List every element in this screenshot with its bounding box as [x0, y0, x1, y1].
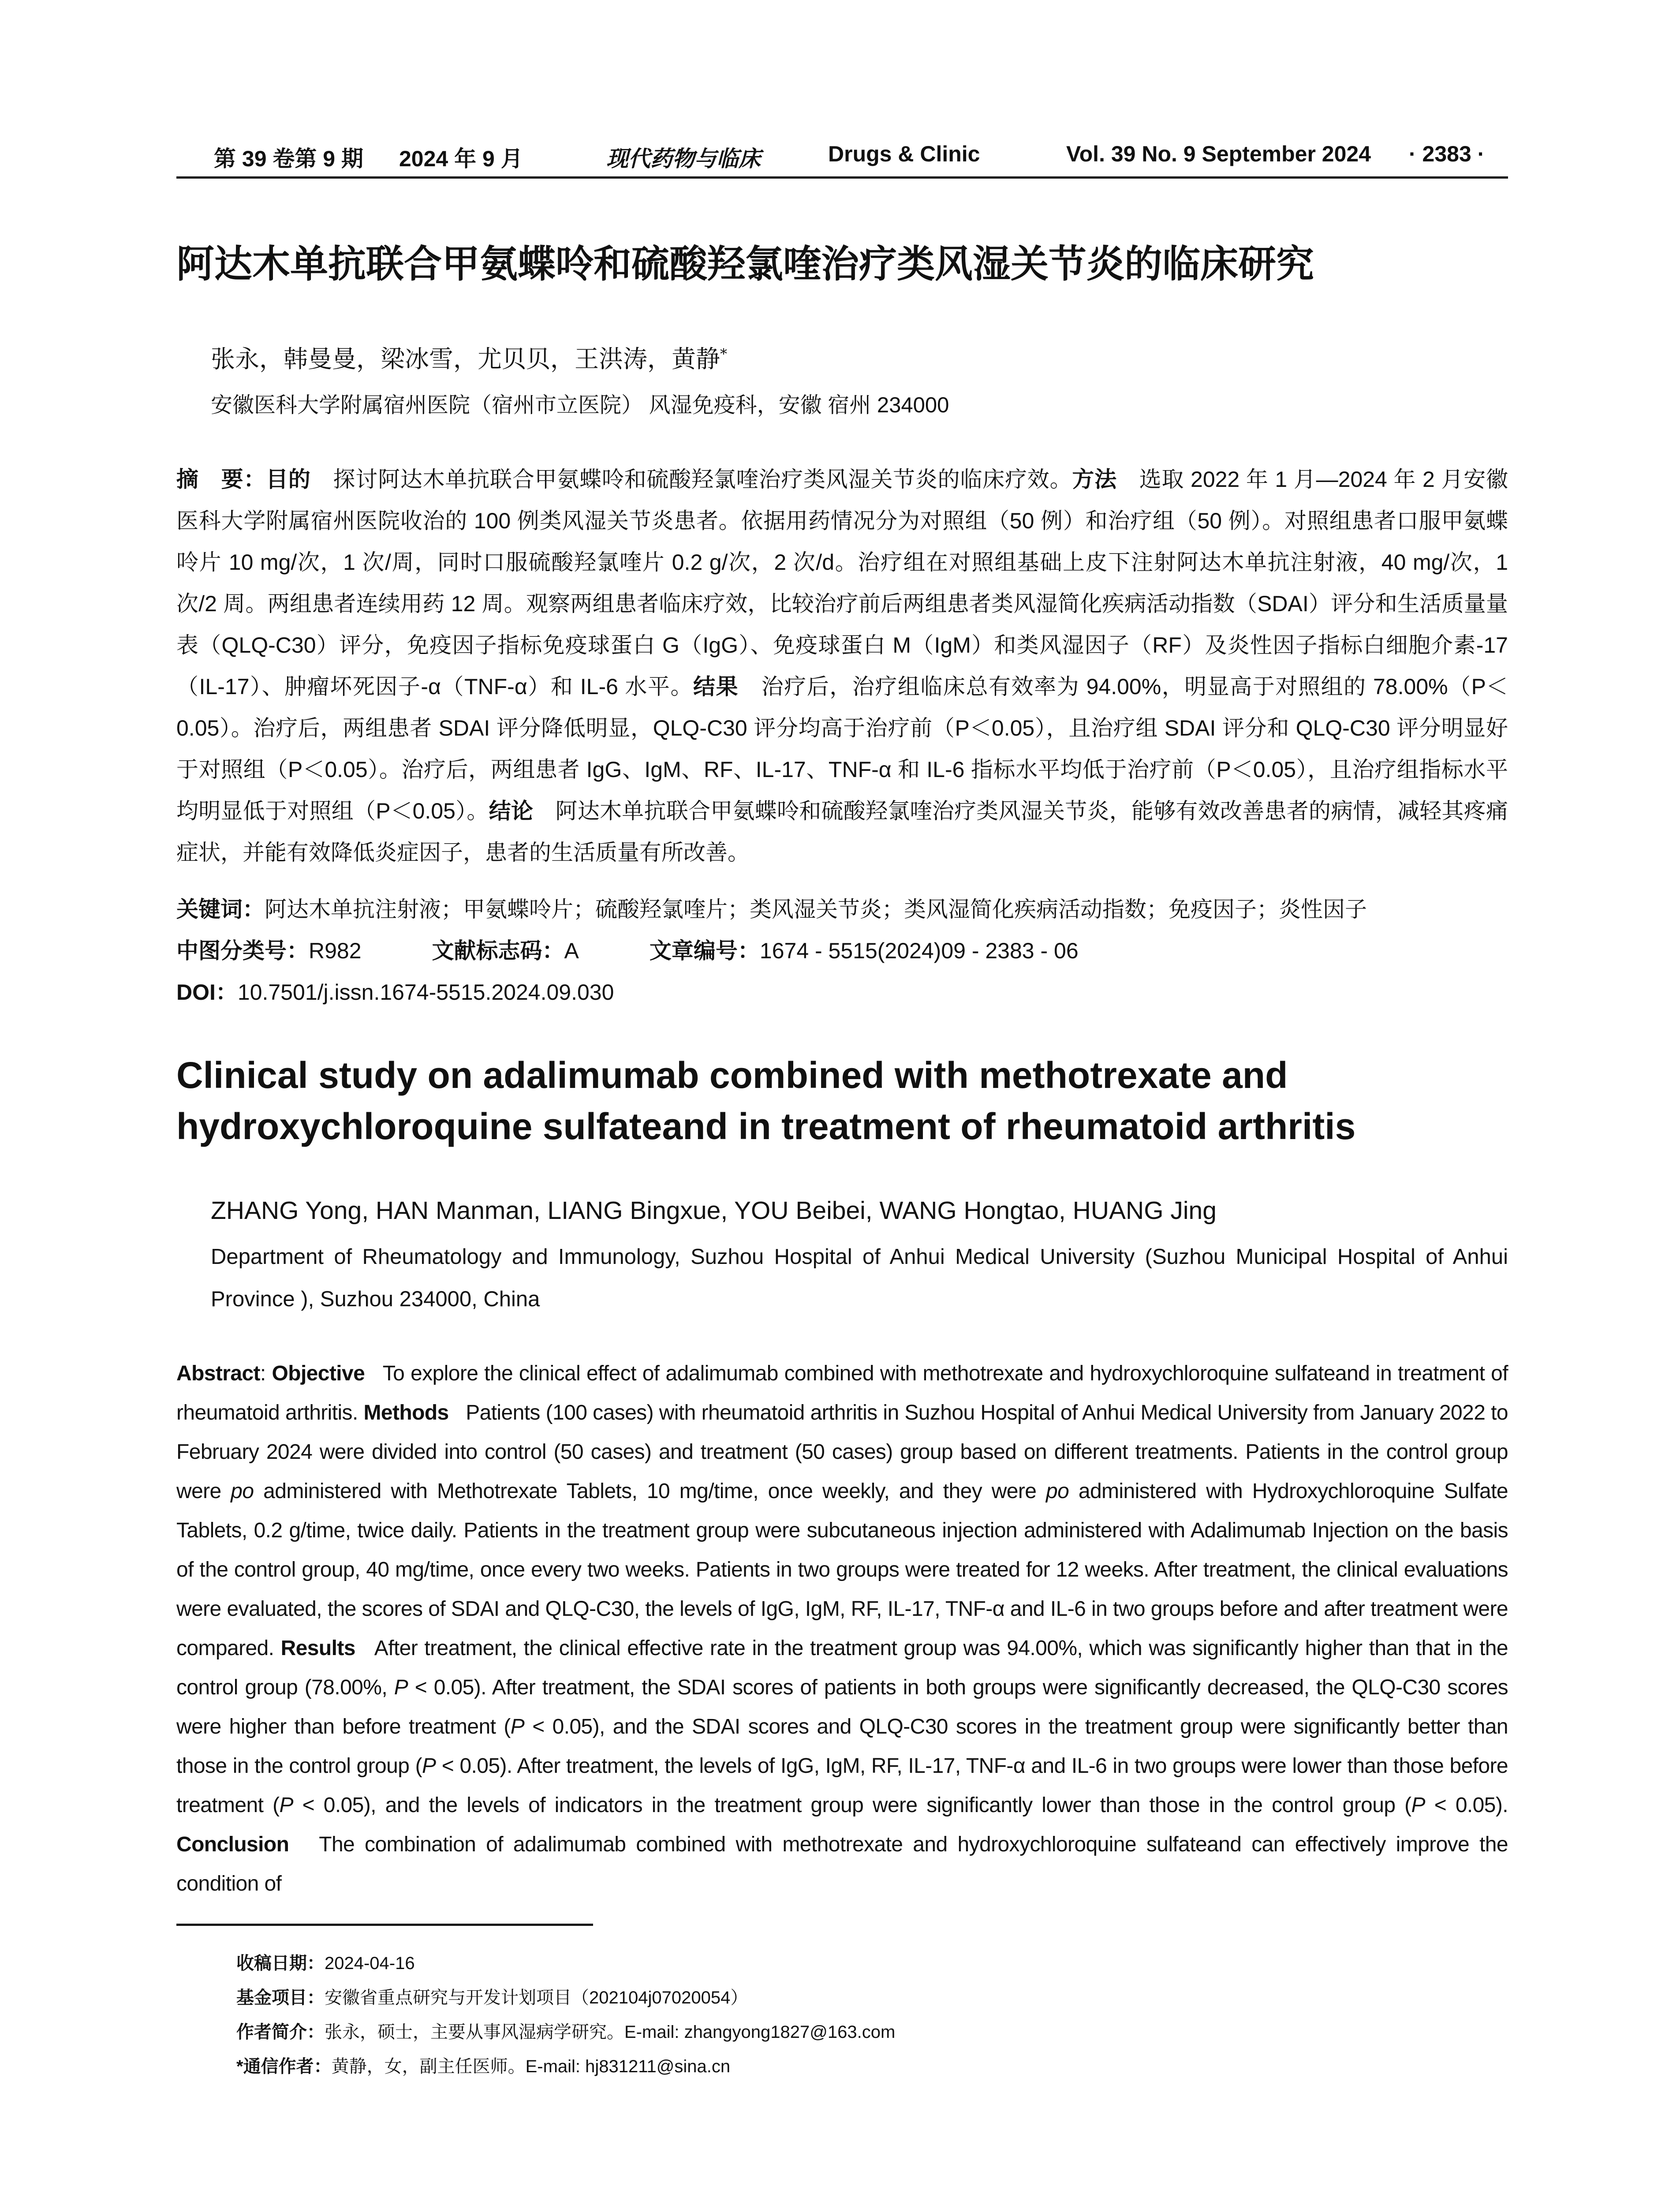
- fund-label: 基金项目：: [236, 1988, 325, 2007]
- cn-objective-text: 探讨阿达木单抗联合甲氨蝶呤和硫酸羟氯喹治疗类风湿关节炎的临床疗效。: [333, 467, 1072, 492]
- cn-author-names: 张永，韩曼曼，梁冰雪，尤贝贝，王洪涛，黄静: [211, 345, 721, 373]
- header-page-number: · 2383 ·: [1409, 142, 1485, 166]
- en-results-text-4: < 0.05). After treatment, the levels of IgG, IgM, RF, IL-17, TNF-α and IL-6 in two groups were lower than those before treatment (: [176, 1754, 1508, 1817]
- cn-title: 阿达木单抗联合甲氨蝶呤和硫酸羟氯喹治疗类风湿关节炎的临床研究: [176, 242, 1314, 286]
- doc-code-value: A: [564, 938, 579, 963]
- en-results-label: Results: [280, 1637, 355, 1660]
- en-methods-label: Methods: [363, 1401, 449, 1424]
- cn-conclusion-label: 结论: [489, 799, 534, 823]
- received-label: 收稿日期：: [236, 1954, 325, 1973]
- cn-results-label: 结果: [693, 674, 739, 699]
- header-date-cn: 2024 年 9 月: [399, 146, 523, 171]
- corr-text: 黄静，女，副主任医师。E-mail: hj831211@sina.cn: [331, 2057, 731, 2076]
- header-journal-cn: 现代药物与临床: [606, 146, 761, 172]
- cn-results-text: 治疗后，治疗组临床总有效率为 94.00%，明显高于对照组的 78.00%（P＜0.05）。治疗后，两组患者 SDAI 评分降低明显，QLQ-C30 评分均高于治疗前（P＜0.05），且治疗组 SDAI 评分和 QLQ-C30 评分明显好于对照组（P＜0.05）。治疗后，两组患者 IgG、IgM、RF、IL-17、TNF-α 和 IL-6 指标水平均低于治疗前（P＜0.05），且治疗组指标水平均明显低于对照组（P＜0.05）。: [176, 674, 1508, 823]
- header-rule: [176, 176, 1508, 179]
- cn-affiliation: 安徽医科大学附属宿州医院（宿州市立医院） 风湿免疫科，安徽 宿州 234000: [211, 393, 949, 417]
- p-symbol: P: [510, 1715, 525, 1738]
- cn-abstract: [176, 459, 1508, 873]
- p-symbol: P: [279, 1794, 293, 1817]
- corr-label: *通信作者：: [236, 2057, 332, 2076]
- p-symbol: P: [394, 1676, 408, 1699]
- en-results-text-6: < 0.05).: [1434, 1794, 1508, 1817]
- corresponding-author-mark: *: [720, 345, 728, 363]
- bio-label: 作者简介：: [236, 2022, 325, 2042]
- en-methods-text-3: administered with Hydroxychloroquine Sulfate Tablets, 0.2 g/time, twice daily. Patients in the treatment group were subcutaneous injection administered with Adalimumab Injection on the basis of the control group, 40 mg/time, once every two weeks. Patients in two groups were treated for 12 weeks. After treatment, the clinical evaluations were evaluated, the scores of SDAI and QLQ-C30, the levels of IgG, IgM, RF, IL-17, TNF-α and IL-6 in two groups before and after treatment were compared.: [176, 1480, 1508, 1660]
- doc-code-label: 文献标志码：: [432, 938, 564, 963]
- en-results-text-1: After treatment, the clinical effective rate in the treatment group was 94.00%, which was significantly higher than that in the control group (78.00%,: [176, 1637, 1508, 1699]
- doi-line: [176, 975, 614, 1006]
- en-results-text-3: < 0.05), and the SDAI scores and QLQ-C30 scores in the treatment group were significantly better than those in the control group (: [176, 1715, 1508, 1778]
- footnote-corresponding: [236, 2052, 730, 2078]
- po-term: po: [231, 1480, 254, 1503]
- cn-authors: [211, 340, 727, 374]
- en-results-text-2: < 0.05). After treatment, the SDAI scores of patients in both groups were significantly decreased, the QLQ-C30 scores were higher than before treatment (: [176, 1676, 1508, 1738]
- en-affiliation: Department of Rheumatology and Immunology, Suzhou Hospital of Anhui Medical University (Suzhou Municipal Hospital of Anhui Province ), Suzhou 234000, China: [211, 1245, 1508, 1311]
- cn-classification: [176, 933, 1079, 965]
- en-methods-text-2: administered with Methotrexate Tablets, 10 mg/time, once weekly, and they were: [263, 1480, 1037, 1503]
- p-symbol: P: [422, 1754, 436, 1778]
- fund-text: 安徽省重点研究与开发计划项目（202104j07020054）: [325, 1988, 748, 2007]
- header-volume-cn: 第 39 卷第 9 期: [214, 146, 363, 171]
- footnote-fund: [236, 1984, 748, 2009]
- en-objective-label: Objective: [272, 1362, 365, 1385]
- clc-label: 中图分类号：: [176, 938, 309, 963]
- p-symbol: P: [1411, 1794, 1425, 1817]
- doi-value: 10.7501/j.issn.1674-5515.2024.09.030: [237, 980, 614, 1005]
- en-results-text-5: < 0.05), and the levels of indicators in the treatment group were significantly lower than those in the control group (: [302, 1794, 1411, 1817]
- cn-objective-label: 目的: [266, 467, 311, 492]
- po-term: po: [1046, 1480, 1069, 1503]
- received-date: 2024-04-16: [325, 1954, 415, 1973]
- article-no-value: 1674 - 5515(2024)09 - 2383 - 06: [759, 938, 1079, 963]
- cn-keywords-text: 阿达木单抗注射液；甲氨蝶呤片；硫酸羟氯喹片；类风湿关节炎；类风湿简化疾病活动指数；免疫因子；炎性因子: [265, 897, 1367, 922]
- article-no-label: 文章编号：: [649, 938, 760, 963]
- en-methods-text-1: Patients (100 cases) with rheumatoid arthritis in Suzhou Hospital of Anhui Medical University from January 2022 to February 2024 were divided into control (50 cases) and treatment (50 cases) group based on different treatments. Patients in the control group were: [176, 1401, 1508, 1503]
- header-volume-en: Vol. 39 No. 9 September 2024: [1066, 142, 1371, 166]
- header-journal-en: Drugs & Clinic: [828, 142, 980, 166]
- en-objective-text: To explore the clinical effect of adalimumab combined with methotrexate and hydroxychloroquine sulfateand in treatment of rheumatoid arthritis.: [176, 1362, 1508, 1424]
- footnote-author-bio: [236, 2018, 895, 2043]
- bio-text: 张永，硕士，主要从事风湿病学研究。E-mail: zhangyong1827@163.com: [325, 2022, 896, 2042]
- en-conclusion-label: Conclusion: [176, 1833, 289, 1856]
- clc-value: R982: [309, 938, 362, 963]
- cn-conclusion-text: 阿达木单抗联合甲氨蝶呤和硫酸羟氯喹治疗类风湿关节炎，能够有效改善患者的病情，减轻其疼痛症状，并能有效降低炎症因子，患者的生活质量有所改善。: [176, 799, 1508, 865]
- cn-keywords: [176, 892, 1367, 923]
- en-abstract-label: Abstract: [176, 1362, 260, 1385]
- en-abstract: Abstract: Objective To explore the clinical effect of adalimumab combined with methotrexate and hydroxychloroquine sulfateand in treatment of rheumatoid arthritis. Methods Patients (100 cases) with rheumatoid arthritis in Suzhou Hospital of Anhui Medical University from January 2022 to February 2024 were divided into control (50 cases) and treatment (50 cases) group based on different treatments. Patients in the control group were po administered with Methotrexate Tablets, 10 mg/time, once weekly, and they were po administered with Hydroxychloroquine Sulfate Tablets, 0.2 g/time, twice daily. Patients in the treatment group were subcutaneous injection administered with Adalimumab Injection on the basis of the control group, 40 mg/time, once every two weeks. Patients in two groups were treated for 12 weeks. After treatment, the clinical evaluations were evaluated, the scores of SDAI and QLQ-C30, the levels of IgG, IgM, RF, IL-17, TNF-α and IL-6 in two groups before and after treatment were compared. Results After treatment, the clinical effective rate in the treatment group was 94.00%, which was significantly higher than that in the control group (78.00%, P < 0.05). After treatment, the SDAI scores of patients in both groups were significantly decreased, the QLQ-C30 scores were higher than before treatment (P < 0.05), and the SDAI scores and QLQ-C30 scores in the treatment group were significantly better than those in the control group (P < 0.05). After treatment, the levels of IgG, IgM, RF, IL-17, TNF-α and IL-6 in two groups were lower than those before treatment (P < 0.05), and the levels of indicators in the treatment group were significantly lower than those in the control group (P < 0.05). Conclusion The combination of adalimumab combined with methotrexate and hydroxychloroquine sulfateand can effectively improve the condition of: [176, 1362, 1508, 1895]
- cn-keywords-label: 关键词：: [176, 897, 265, 922]
- footnote-rule: [176, 1924, 593, 1926]
- doi-label: DOI：: [176, 980, 238, 1005]
- en-conclusion-text: The combination of adalimumab combined with methotrexate and hydroxychloroquine sulfateand can effectively improve the condition of: [176, 1833, 1508, 1895]
- footnote-received: [236, 1949, 415, 1974]
- cn-abstract-label: 摘 要：: [176, 467, 266, 492]
- en-title: Clinical study on adalimumab combined with methotrexate and hydroxychloroquine sulfateand in treatment of rheumatoid arthritis: [176, 1054, 1356, 1147]
- cn-methods-text: 选取 2022 年 1 月—2024 年 2 月安徽医科大学附属宿州医院收治的 100 例类风湿关节炎患者。依据用药情况分为对照组（50 例）和治疗组（50 例）。对照组患者口服甲氨蝶呤片 10 mg/次，1 次/周，同时口服硫酸羟氯喹片 0.2 g/次，2 次/d。治疗组在对照组基础上皮下注射阿达木单抗注射液，40 mg/次，1 次/2 周。两组患者连续用药 12 周。观察两组患者临床疗效，比较治疗前后两组患者类风湿简化疾病活动指数（SDAI）评分和生活质量量表（QLQ-C30）评分，免疫因子指标免疫球蛋白 G（IgG）、免疫球蛋白 M（IgM）和类风湿因子（RF）及炎性因子指标白细胞介素-17（IL-17）、肿瘤坏死因子-α（TNF-α）和 IL-6 水平。: [176, 467, 1508, 699]
- cn-methods-label: 方法: [1072, 467, 1117, 492]
- en-authors: ZHANG Yong, HAN Manman, LIANG Bingxue, YOU Beibei, WANG Hongtao, HUANG Jing: [211, 1196, 1217, 1225]
